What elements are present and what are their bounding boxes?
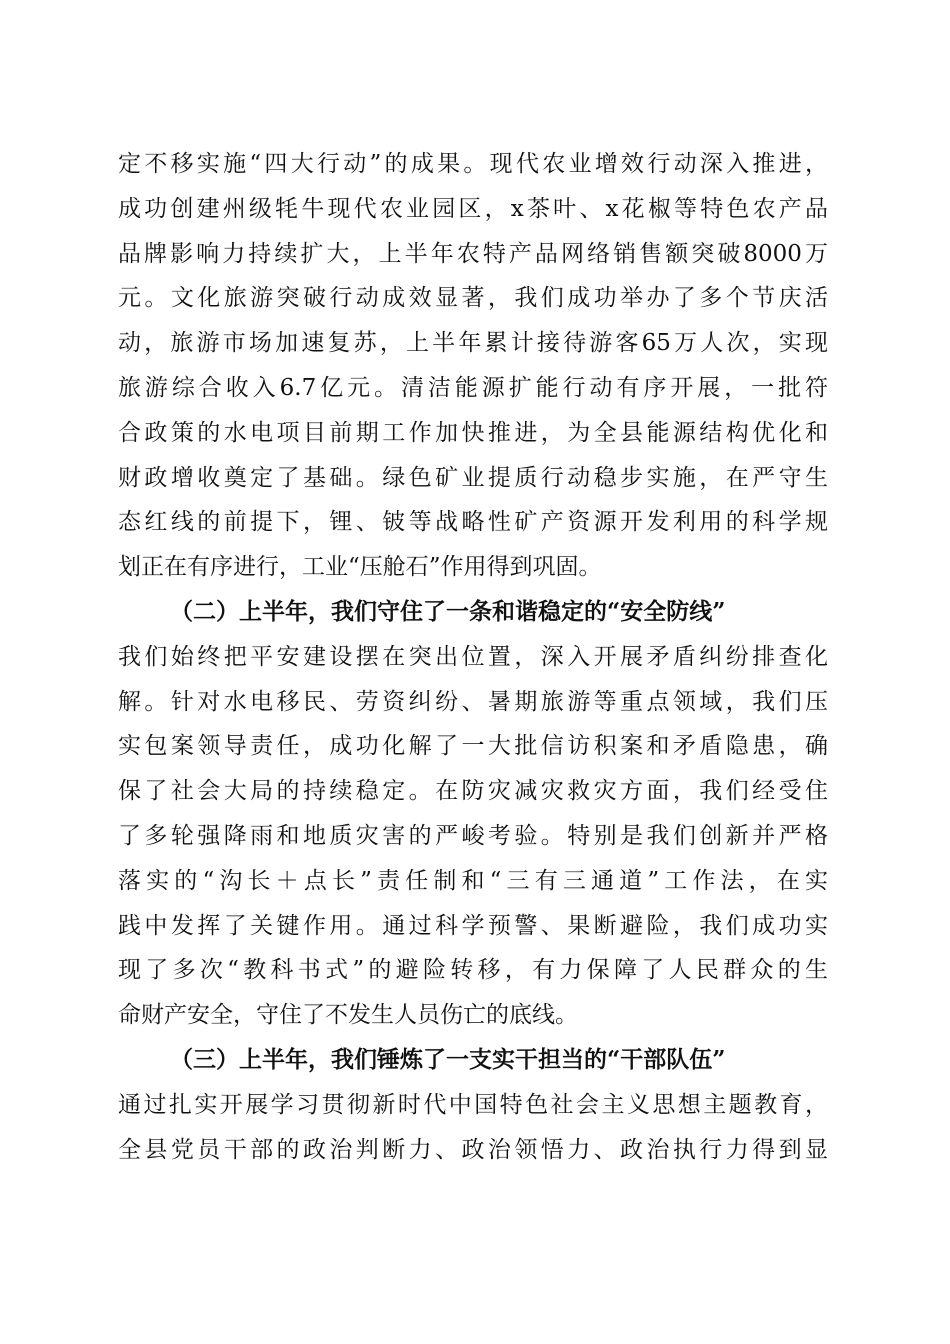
document-body [118, 142, 828, 1172]
text-line: 保了社会大局的持续稳定。在防灾减灾救灾方面，我们经受住 [118, 778, 828, 805]
text-line: 解。针对水电移民、劳资纠纷、暑期旅游等重点领域，我们压 [118, 688, 828, 715]
text-line: 实包案领导责任，成功化解了一大批信访积案和矛盾隐患，确 [118, 733, 828, 760]
section-heading: （二）上半年，我们守住了一条和谐稳定的“安全防线” [170, 597, 726, 625]
text-line: 落实的“沟长＋点长”责任制和“三有三通道”工作法，在实 [118, 867, 828, 894]
text-line: 元。文化旅游突破行动成效显著，我们成功举办了多个节庆活 [118, 285, 828, 312]
text-line: 现了多次“教科书式”的避险转移，有力保障了人民群众的生 [118, 957, 828, 984]
text-line: 通过扎实开展学习贯彻新时代中国特色社会主义思想主题教育， [118, 1091, 828, 1118]
text-line: 践中发挥了关键作用。通过科学预警、果断避险，我们成功实 [118, 912, 828, 939]
text-line: 财政增收奠定了基础。绿色矿业提质行动稳步实施，在严守生 [118, 464, 828, 491]
text-line: 定不移实施“四大行动”的成果。现代农业增效行动深入推进， [118, 151, 828, 177]
text-line: 成功创建州级牦牛现代农业园区，x茶叶、x花椒等特色农产品 [118, 195, 828, 222]
text-line: 动，旅游市场加速复苏，上半年累计接待游客65万人次，实现 [118, 330, 828, 357]
paragraph-last-line: 命财产安全，守住了不发生人员伤亡的底线。 [118, 1002, 578, 1029]
text-line: 全县党员干部的政治判断力、政治领悟力、政治执行力得到显 [118, 1136, 828, 1163]
text-line: 了多轮强降雨和地质灾害的严峻考验。特别是我们创新并严格 [118, 822, 828, 849]
text-line: 品牌影响力持续扩大，上半年农特产品网络销售额突破8000万 [118, 240, 828, 267]
text-line: 旅游综合收入6.7亿元。清洁能源扩能行动有序开展，一批符 [118, 374, 828, 401]
text-line: 合政策的水电项目前期工作加快推进，为全县能源结构优化和 [118, 419, 828, 446]
text-line: 我们始终把平安建设摆在突出位置，深入开展矛盾纠纷排查化 [118, 643, 828, 670]
text-line: 态红线的前提下，锂、铍等战略性矿产资源开发利用的科学规 [118, 509, 828, 536]
section-heading: （三）上半年，我们锤炼了一支实干担当的“干部队伍” [170, 1045, 726, 1073]
paragraph-last-line: 划正在有序进行，工业“压舱石”作用得到巩固。 [118, 554, 602, 581]
